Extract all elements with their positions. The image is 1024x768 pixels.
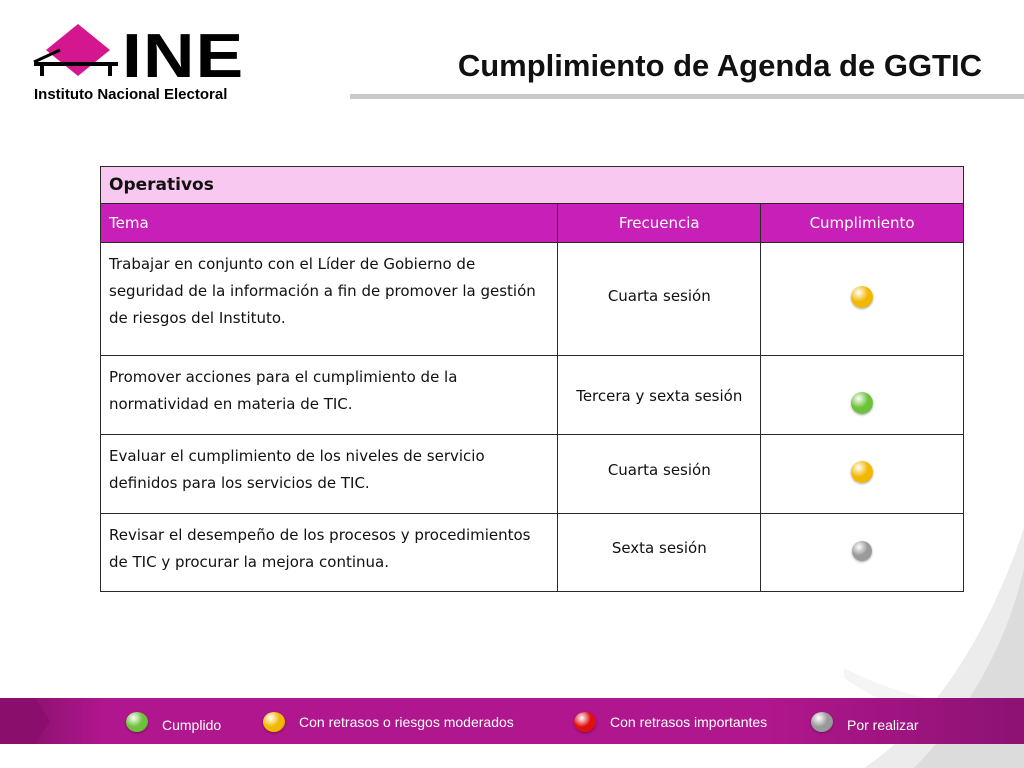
ballot-box-icon (30, 22, 130, 82)
row-frecuencia: Tercera y sexta sesión (558, 356, 761, 435)
row-tema: Evaluar el cumplimiento de los niveles de servicio definidos para los servicios de TIC. (101, 435, 558, 514)
row-cumplimiento (761, 356, 964, 435)
status-yellow-icon (851, 461, 873, 483)
legend-label: Por realizar (847, 717, 919, 733)
row-frecuencia: Cuarta sesión (558, 435, 761, 514)
header-row (101, 204, 964, 243)
section-title: Operativos (101, 167, 964, 204)
logo-subtitle: Instituto Nacional Electoral (34, 86, 228, 103)
table-row (101, 356, 964, 435)
agenda-table (100, 166, 964, 592)
table-row (101, 243, 964, 356)
status-yellow-icon (263, 712, 285, 732)
row-cumplimiento (761, 435, 964, 514)
col-header-frecuencia: Frecuencia (558, 204, 761, 243)
status-gray-icon (852, 541, 872, 561)
status-green-icon (851, 392, 873, 414)
ine-logo (30, 22, 290, 104)
table-row (101, 435, 964, 514)
row-tema: Revisar el desempeño de los procesos y procedimientos de TIC y procurar la mejora continua. (101, 514, 558, 592)
section-row (101, 167, 964, 204)
status-green-icon (126, 712, 148, 732)
legend-label: Con retrasos o riesgos moderados (299, 714, 514, 730)
row-tema: Promover acciones para el cumplimiento de la normatividad en materia de TIC. (101, 356, 558, 435)
row-frecuencia: Sexta sesión (558, 514, 761, 592)
legend-label: Cumplido (162, 717, 222, 733)
row-frecuencia: Cuarta sesión (558, 243, 761, 356)
title-divider (350, 94, 1024, 99)
legend-label: Con retrasos importantes (610, 714, 768, 730)
logo-wordmark: INE (122, 22, 245, 91)
col-header-cumplimiento: Cumplimiento (761, 204, 964, 243)
row-tema: Trabajar en conjunto con el Líder de Gobierno de seguridad de la información a fin de promover la gestión de riesgos del Instituto. (101, 243, 558, 356)
col-header-tema: Tema (101, 204, 558, 243)
table-row (101, 514, 964, 592)
row-cumplimiento (761, 514, 964, 592)
page-title: Cumplimiento de Agenda de GGTIC (457, 48, 982, 83)
row-cumplimiento (761, 243, 964, 356)
status-gray-icon (811, 712, 833, 732)
status-yellow-icon (851, 286, 873, 308)
status-red-icon (574, 712, 596, 732)
